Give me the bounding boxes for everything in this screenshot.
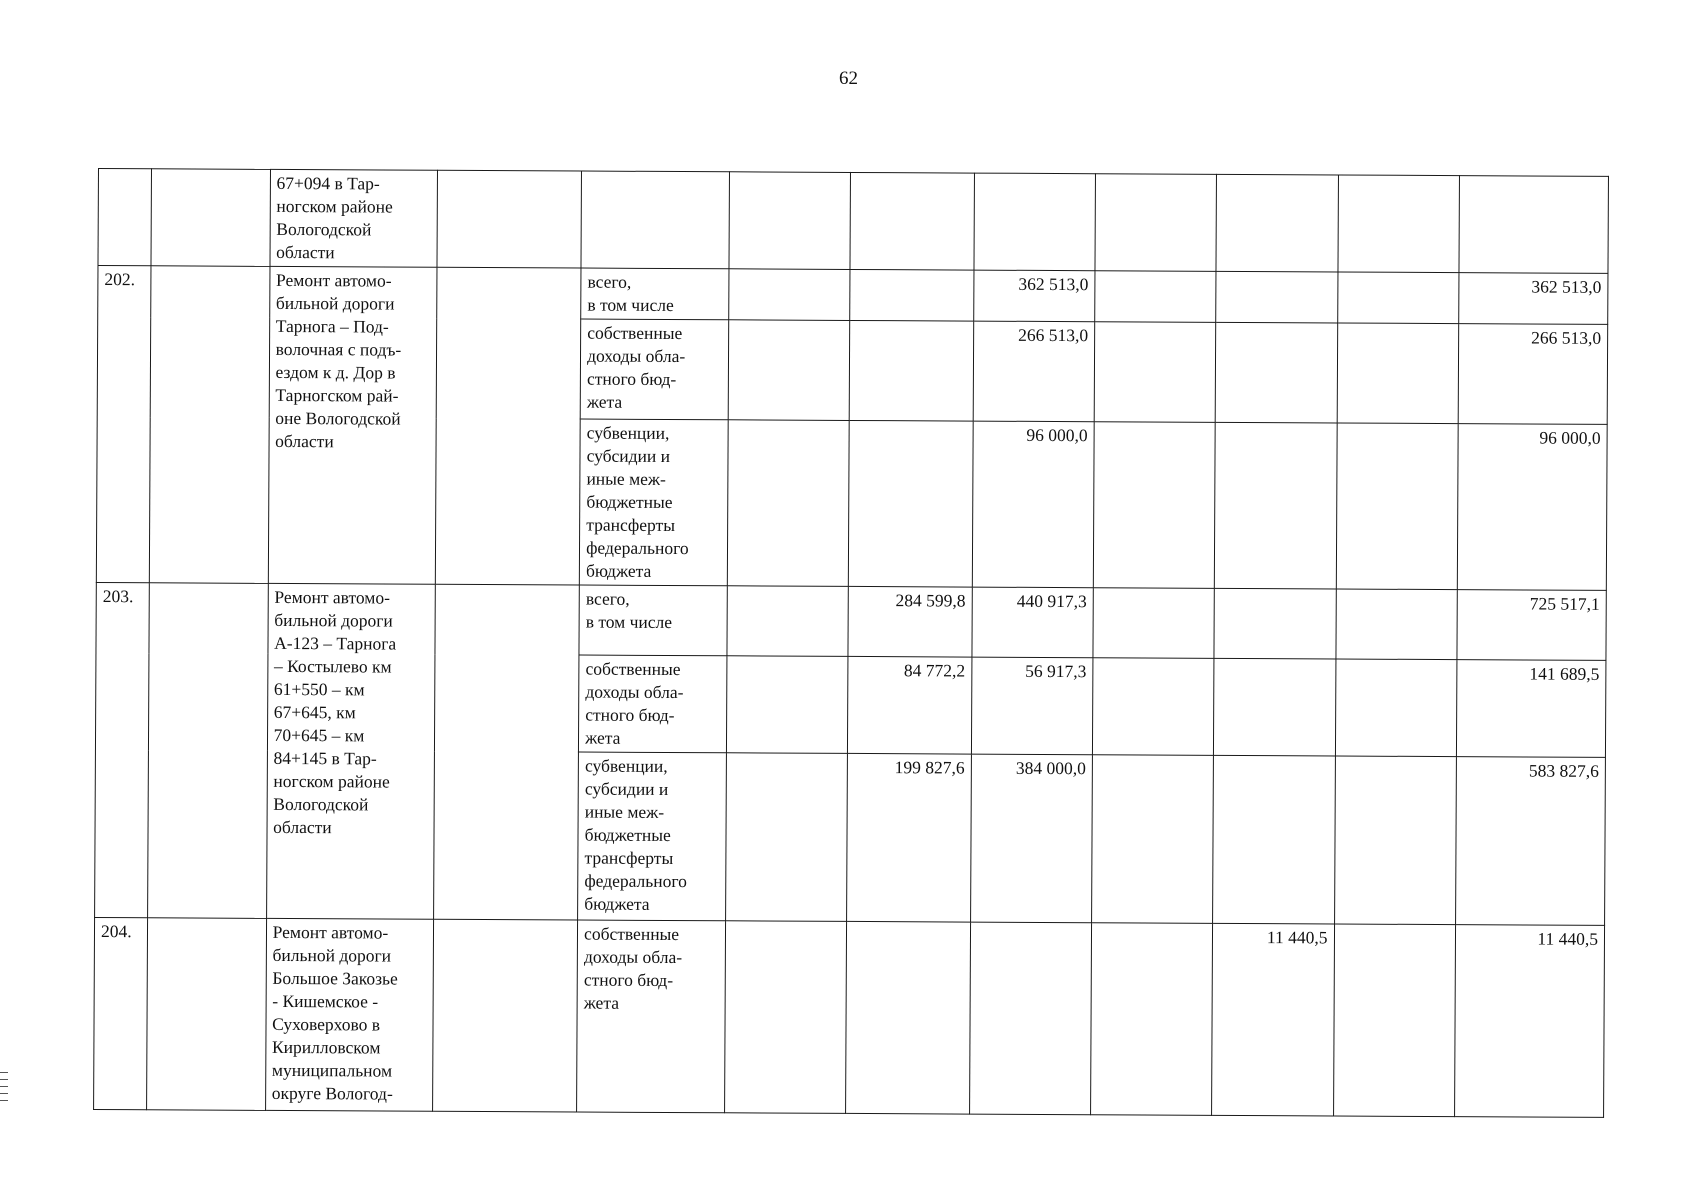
cell-empty: [727, 586, 849, 657]
object-name: Ремонт автомо- бильной дороги Тарнога – Под- волочная с подъ- ездом к д. Дор в Тарногском рай- оне Вологодской области: [268, 266, 437, 584]
cell-value: [1216, 174, 1338, 272]
table-row-continuation: [98, 169, 1608, 274]
cell-code: [148, 583, 268, 919]
cell-empty: [1336, 423, 1458, 590]
cell-responsible: [434, 584, 580, 920]
cell-empty: [729, 269, 851, 321]
cell-empty: [729, 172, 851, 270]
value-cell: 96 000,0: [972, 421, 1094, 588]
value-cell: [1214, 588, 1336, 659]
value-cell: [1333, 924, 1455, 1117]
cell-empty: [1334, 756, 1456, 925]
table-row: [98, 266, 1608, 325]
value-cell: 84 772,2: [848, 656, 972, 754]
value-cell: 199 827,6: [847, 753, 971, 922]
value-cell: [849, 420, 973, 587]
funding-source-label: собственные доходы обла- стного бюд- жета: [577, 920, 726, 1113]
funding-source-label: собственные доходы обла- стного бюд- жета: [580, 319, 729, 420]
cell-empty: [1337, 323, 1459, 424]
cell-value: [1338, 175, 1460, 273]
cell-empty: [1335, 659, 1457, 757]
cell-empty: [726, 753, 848, 922]
cell-empty: [1337, 272, 1459, 324]
cell-code: [150, 266, 270, 584]
total-cell: 141 689,5: [1456, 660, 1606, 758]
value-cell: 284 599,8: [848, 586, 972, 657]
value-cell: 56 917,3: [971, 657, 1093, 755]
value-cell: [1215, 422, 1337, 589]
value-cell: [1093, 422, 1215, 589]
value-cell: [1214, 658, 1336, 756]
cell-empty: [728, 320, 850, 421]
value-cell: [1215, 322, 1337, 423]
cell-value: [850, 172, 974, 270]
total-cell: 11 440,5: [1454, 925, 1604, 1118]
value-cell: 266 513,0: [973, 321, 1095, 422]
table-row: [94, 917, 1605, 1117]
row-number: 204.: [94, 917, 148, 1109]
value-cell: [1095, 271, 1217, 323]
cell-object-name: 67+094 в Тар- ногском районе Вологодской области: [270, 169, 438, 267]
table-row: [96, 582, 1606, 660]
budget-table: [93, 168, 1609, 1118]
funding-source-label: субвенции, субсидии и иные меж- бюджетные трансферты федерального бюджета: [578, 752, 727, 921]
funding-source-label: собственные доходы обла- стного бюд- жета: [579, 655, 728, 753]
total-cell: 725 517,1: [1457, 590, 1607, 661]
cell-number: [98, 169, 152, 266]
total-cell: 362 513,0: [1459, 273, 1608, 325]
total-cell: 96 000,0: [1457, 424, 1607, 591]
cell-responsible: [433, 919, 578, 1112]
value-cell: [1094, 322, 1216, 423]
value-cell: [1216, 271, 1338, 323]
value-cell: [1092, 658, 1214, 756]
value-cell: 440 917,3: [972, 587, 1094, 658]
margin-marks: [0, 1072, 8, 1107]
object-name: Ремонт автомо- бильной дороги Большое Закозье - Кишемское - Суховерхово в Кирилловском муниципальном округе Вологод-: [265, 918, 434, 1111]
row-number: 202.: [96, 266, 151, 583]
value-cell: [850, 320, 974, 421]
cell-code: [147, 918, 266, 1111]
page-number: 62: [839, 68, 858, 89]
cell-responsible: [437, 170, 581, 268]
cell-empty: [727, 420, 849, 587]
cell-empty: [725, 921, 847, 1114]
value-cell: [1092, 755, 1214, 924]
value-cell: [969, 922, 1091, 1115]
funding-source-label: субвенции, субсидии и иные меж- бюджетные трансферты федерального бюджета: [579, 419, 728, 586]
cell-empty: [727, 656, 849, 754]
cell-value: [1095, 174, 1217, 272]
cell-source: [581, 171, 730, 269]
value-cell: [850, 269, 974, 321]
total-cell: 266 513,0: [1458, 324, 1608, 425]
value-cell: [1093, 588, 1215, 659]
cell-empty: [1091, 923, 1213, 1116]
value-cell: [846, 921, 970, 1114]
value-cell: 384 000,0: [970, 754, 1092, 923]
object-name: Ремонт автомо- бильной дороги А-123 – Тарнога – Костылево км 61+550 – км 67+645, км 70+645 – км 84+145 в Тар- ногском районе Вологодской области: [266, 583, 435, 919]
row-number: 203.: [95, 582, 150, 917]
value-cell: [1213, 755, 1335, 924]
value-cell: 362 513,0: [973, 270, 1095, 322]
cell-total: [1459, 176, 1609, 274]
cell-empty: [1336, 589, 1458, 660]
funding-source-label: всего, в том числе: [579, 585, 727, 656]
funding-source-label: всего, в том числе: [581, 268, 729, 320]
total-cell: 583 827,6: [1455, 757, 1605, 926]
cell-responsible: [436, 267, 582, 585]
cell-code: [151, 169, 270, 267]
value-cell: 11 440,5: [1212, 923, 1334, 1116]
cell-value: [974, 173, 1096, 271]
